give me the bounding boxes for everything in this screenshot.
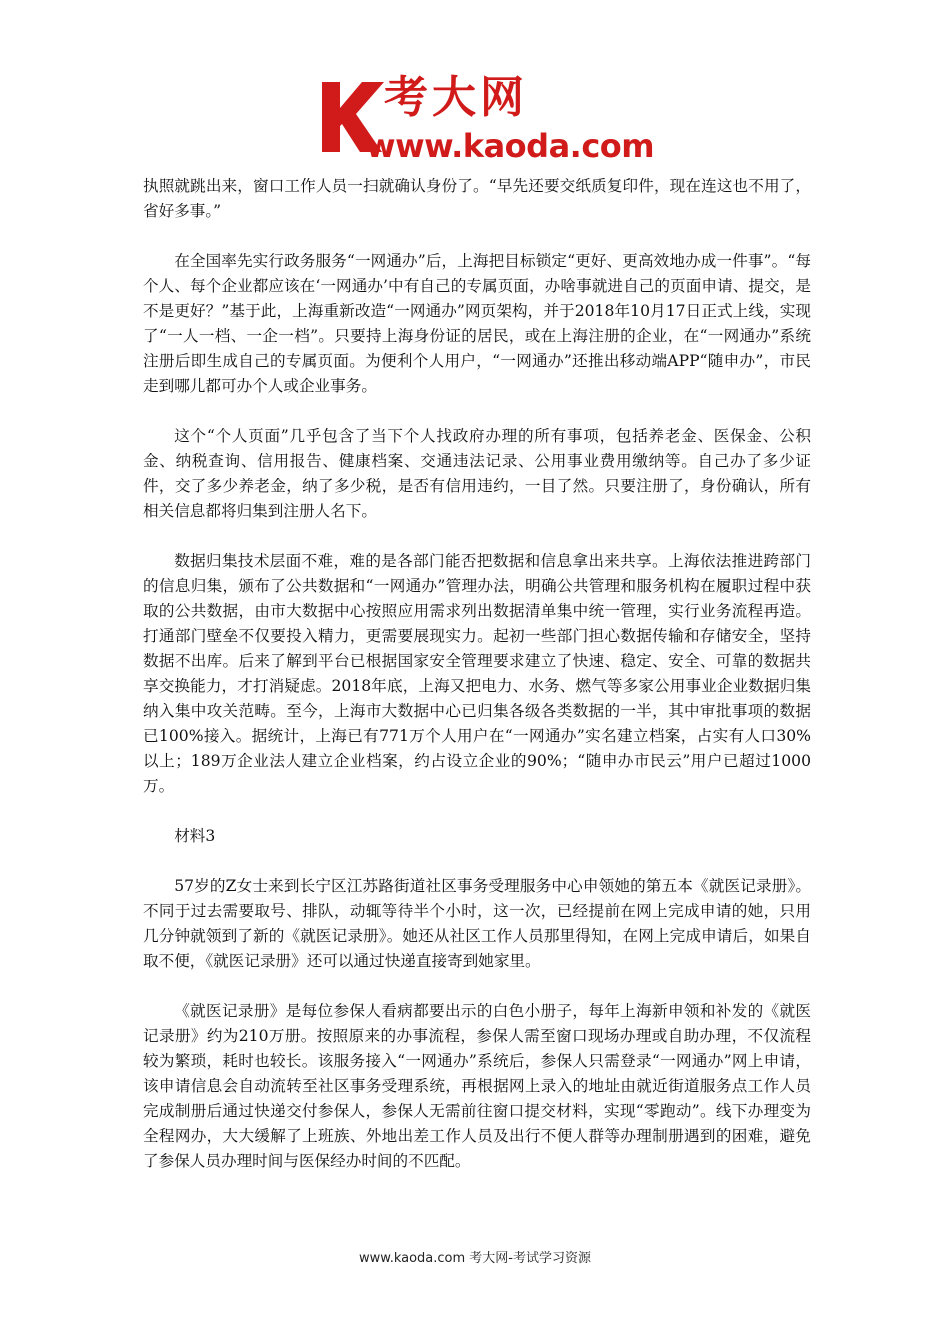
kaoda-logo[interactable] <box>318 66 655 166</box>
paragraph: 数据归集技术层面不难，难的是各部门能否把数据和信息拿出来共享。上海依法推进跨部门的信息归集，颁布了公共数据和“一网通办”管理办法，明确公共管理和服务机构在履职过程中获取的公共数据，由市大数据中心按照应用需求列出数据清单集中统一管理，实行业务流程再造。打通部门壁垒不仅要投入精力，更需要展现实力。起初一些部门担心数据传输和存储安全，坚持数据不出库。后来了解到平台已根据国家安全管理要求建立了快速、稳定、安全、可靠的数据共享交换能力，才打消疑虑。2018年底，上海又把电力、水务、燃气等多家公用事业企业数据归集纳入集中攻关范畴。至今，上海市大数据中心已归集各级各类数据的一半，其中审批事项的数据已100%接入。据统计，上海已有771万个人用户在“一网通办”实名建立档案，占实有人口30%以上；189万企业法人建立企业档案，约占设立企业的90%；“随申办市民云”用户已超过1000万。 <box>143 552 811 795</box>
paragraph: 执照就跳出来，窗口工作人员一扫就确认身份了。“早先还要交纸质复印件，现在连这也不用了，省好多事。” <box>143 177 811 220</box>
logo-url: www.kaoda.com <box>366 127 655 165</box>
article-body <box>143 174 811 1199</box>
paragraph: 《就医记录册》是每位参保人看病都要出示的白色小册子，每年上海新申领和补发的《就医记录册》约为210万册。按照原来的办事流程，参保人需至窗口现场办理或自助办理，不仅流程较为繁琐，耗时也较长。该服务接入“一网通办”系统后，参保人只需登录“一网通办”网上申请，该申请信息会自动流转至社区事务受理系统，再根据网上录入的地址由就近街道服务点工作人员完成制册后通过快递交付参保人，参保人无需前往窗口提交材料，实现“零跑动”。线下办理变为全程网办，大大缓解了上班族、外地出差工作人员及出行不便人群等办理制册遇到的困难，避免了参保人员办理时间与医保经办时间的不匹配。 <box>143 1002 811 1170</box>
paragraph: 在全国率先实行政务服务“一网通办”后，上海把目标锁定“更好、更高效地办成一件事”。“每个人、每个企业都应该在‘一网通办’中有自己的专属页面，办啥事就进自己的页面申请、提交，是不是更好？”基于此，上海重新改造“一网通办”网页架构，并于2018年10月17日正式上线，实现了“一人一档、一企一档”。只要持上海身份证的居民，或在上海注册的企业，在“一网通办”系统注册后即生成自己的专属页面。为便利个人用户，“一网通办”还推出移动端APP“随申办”，市民走到哪儿都可办个人或企业事务。 <box>143 252 811 395</box>
logo-name: 考大网 <box>384 72 528 123</box>
section-heading: 材料3 <box>174 827 216 845</box>
paragraph: 这个“个人页面”几乎包含了当下个人找政府办理的所有事项，包括养老金、医保金、公积金、纳税查询、信用报告、健康档案、交通违法记录、公用事业费用缴纳等。自己办了多少证件，交了多少养老金，纳了多少税，是否有信用违约，一目了然。只要注册了，身份确认，所有相关信息都将归集到注册人名下。 <box>143 427 811 520</box>
page-footer: www.kaoda.com 考大网-考试学习资源 <box>359 1251 591 1266</box>
paragraph: 57岁的Z女士来到长宁区江苏路街道社区事务受理服务中心申领她的第五本《就医记录册》。不同于过去需要取号、排队，动辄等待半个小时，这一次，已经提前在网上完成申请的她，只用几分钟就领到了新的《就医记录册》。她还从社区工作人员那里得知，在网上完成申请后，如果自取不便，《就医记录册》还可以通过快递直接寄到她家里。 <box>143 877 811 970</box>
